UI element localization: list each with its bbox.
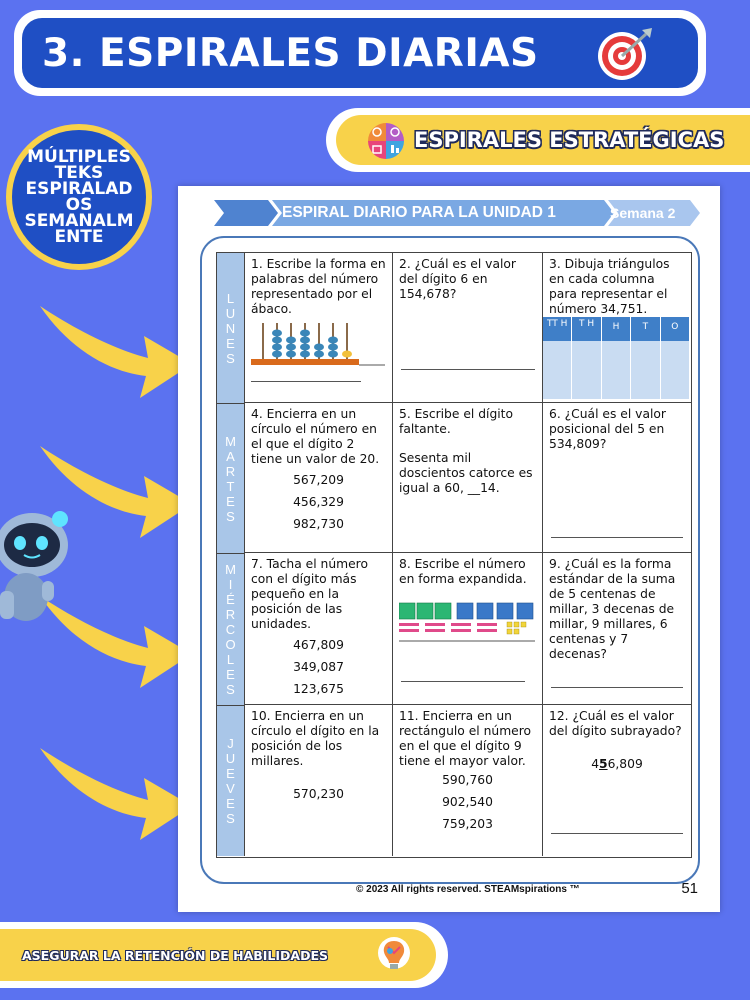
question-text: Sesenta mil doscientos catorce es igual a 60, __14. (399, 451, 533, 495)
day-letter: S (226, 811, 235, 826)
robot-icon (0, 505, 78, 625)
day-letter: R (225, 463, 236, 479)
option-number: 759,203 (442, 817, 493, 831)
question-9 (543, 553, 691, 705)
day-miercoles (217, 553, 245, 705)
page-title: 3. ESPIRALES DIARIAS (42, 30, 539, 76)
teks-badge (6, 124, 152, 270)
day-jueves (217, 705, 245, 856)
answer-line (251, 381, 361, 382)
option-number: 590,760 (442, 773, 493, 787)
day-letter: S (226, 682, 235, 697)
question-5 (393, 403, 543, 553)
day-letter: E (226, 766, 235, 781)
day-letter: L (226, 290, 235, 306)
day-letter: S (226, 350, 235, 366)
question-8 (393, 553, 543, 705)
day-letter: E (226, 796, 235, 811)
question-text: 8. Escribe el número en forma expandida. (399, 557, 527, 586)
underlined-number (549, 753, 685, 775)
question-text: 9. ¿Cuál es la forma estándar de la suma de 5 centenas de millar, 3 decenas de millar, 9 millares, 6 centenas y 7 decenas? (549, 557, 676, 661)
day-letter: C (225, 622, 236, 637)
option-number: 467,809 (293, 638, 344, 652)
answer-line (401, 681, 525, 682)
spiral-grid (216, 252, 692, 858)
day-letter: O (225, 637, 236, 652)
day-letter: V (226, 781, 235, 796)
answer-line (401, 369, 535, 370)
question-text: 3. Dibuja triángulos en cada columna para representar el número 34,751. (549, 257, 670, 316)
question-text: 12. ¿Cuál es el valor del dígito subrayado? (549, 709, 682, 738)
page-number: 51 (681, 880, 698, 897)
lightbulb-icon (374, 935, 414, 975)
strategic-pill (326, 108, 750, 172)
retention-pill (0, 922, 448, 988)
day-letter: S (226, 508, 235, 524)
question-2 (393, 253, 543, 403)
teks-badge-inner (12, 130, 146, 264)
arrow-icon (36, 742, 196, 852)
underlined-digit: 5 (599, 757, 608, 771)
option-number: 456,329 (293, 495, 344, 509)
option-number: 349,087 (293, 660, 344, 674)
day-letter: N (225, 320, 236, 336)
worksheet (178, 186, 720, 912)
day-letter: E (226, 335, 235, 351)
day-letter: R (225, 607, 236, 622)
question-text: 5. Escribe el dígito faltante. (399, 407, 514, 436)
strategy-icon (368, 123, 404, 159)
option-number: 567,209 (293, 473, 344, 487)
option-number: 902,540 (442, 795, 493, 809)
question-text: 10. Encierra en un círculo el dígito en la posición de los millares. (251, 709, 380, 768)
base-ten-blocks-icon (399, 599, 535, 645)
question-6 (543, 403, 691, 553)
question-1 (245, 253, 393, 403)
digit-suffix: 6,809 (607, 757, 643, 771)
question-text: 1. Escribe la forma en palabras del número representado por el ábaco. (251, 257, 386, 316)
copyright-footer: © 2023 All rights reserved. STEAMspirations ™ (356, 884, 580, 895)
abacus-icon (251, 321, 385, 371)
answer-line (551, 833, 683, 834)
digit-prefix: 4 (591, 757, 600, 771)
chart-header: H (602, 317, 631, 341)
day-letter: J (227, 736, 234, 751)
question-3 (543, 253, 691, 403)
question-text: 4. Encierra en un círculo el número en el que el dígito 2 tiene un valor de 20. (251, 407, 380, 466)
day-letter: E (226, 667, 235, 682)
retention-inner (0, 929, 436, 981)
option-number: 982,730 (293, 517, 344, 531)
answer-line (551, 537, 683, 538)
teks-badge-text: MÚLTIPLES TEKS ESPIRALADOS SEMANALMENTE (24, 147, 134, 247)
question-text: 11. Encierra en un rectángulo el número en el que el dígito 9 tiene el mayor valor. (399, 709, 532, 768)
strategic-label: ESPIRALES ESTRATÉGICAS (414, 128, 725, 152)
day-letter: T (226, 478, 235, 494)
sheet-title: ESPIRAL DIARIO PARA LA UNIDAD 1 (282, 204, 556, 221)
option-number: 570,230 (293, 787, 344, 801)
question-12 (543, 705, 691, 856)
question-text: 7. Tacha el número con el dígito más pequeño en la posición de las unidades. (251, 557, 368, 631)
week-label: Semana 2 (610, 205, 676, 221)
question-7 (245, 553, 393, 705)
day-lunes (217, 253, 245, 403)
chart-header: T H (572, 317, 601, 341)
day-letter: L (226, 652, 235, 667)
question-text: 6. ¿Cuál es el valor posicional del 5 en 534,809? (549, 407, 666, 451)
title-bar (14, 10, 706, 96)
day-letter: U (225, 751, 236, 766)
chart-header: TT H (543, 317, 572, 341)
strategic-inner (336, 115, 750, 165)
retention-label: ASEGURAR LA RETENCIÓN DE HABILIDADES (22, 947, 329, 963)
day-letter: I (228, 577, 233, 592)
day-letter: M (225, 562, 236, 577)
day-letter: E (226, 493, 235, 509)
title-inner (22, 18, 698, 88)
option-number: 123,675 (293, 682, 344, 696)
question-text: 2. ¿Cuál es el valor del dígito 6 en 154,678? (399, 257, 516, 301)
answer-line (551, 687, 683, 688)
chart-header: O (661, 317, 689, 341)
question-11 (393, 705, 543, 856)
day-martes (217, 403, 245, 553)
target-icon (594, 26, 654, 82)
day-letter: É (226, 592, 235, 607)
day-letter: M (225, 433, 236, 449)
question-4 (245, 403, 393, 553)
day-letter: U (225, 305, 236, 321)
arrow-icon (36, 300, 196, 410)
question-10 (245, 705, 393, 856)
place-value-chart (543, 317, 689, 401)
chart-header: T (631, 317, 660, 341)
day-letter: A (226, 448, 235, 464)
